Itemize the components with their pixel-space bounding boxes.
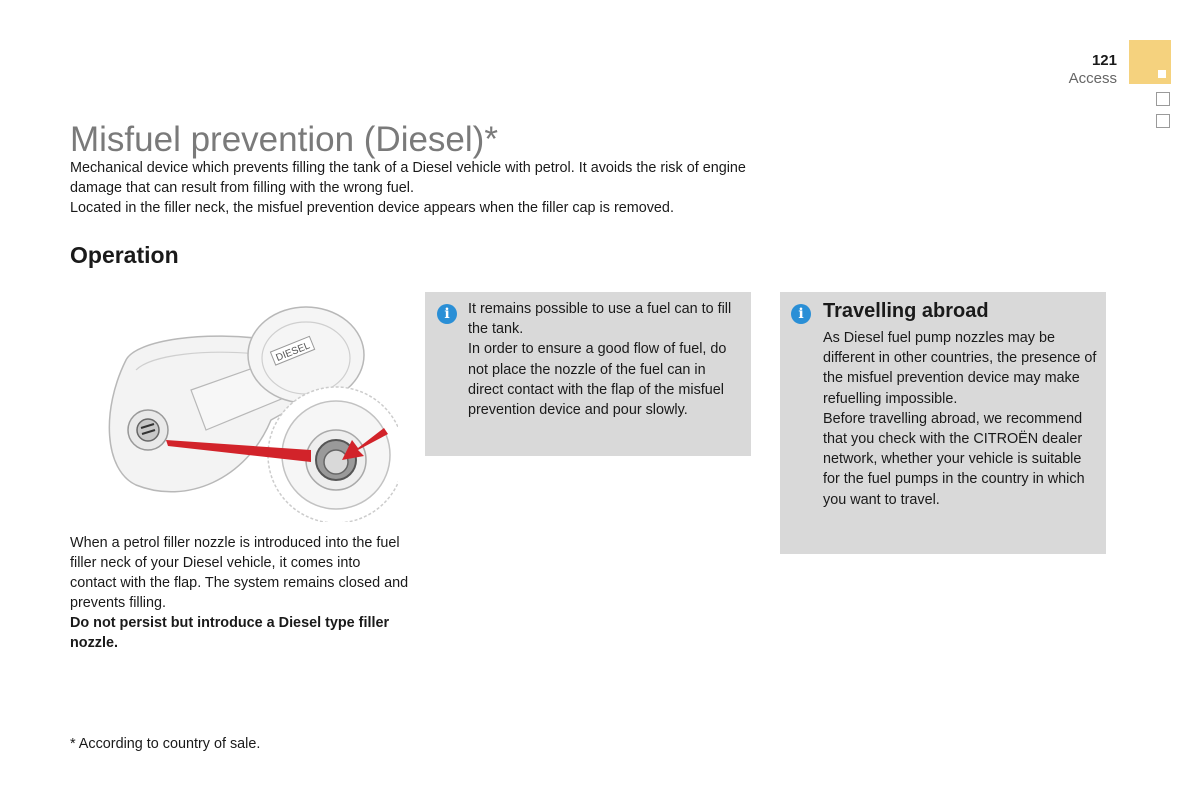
section-tab-marker [1158, 70, 1166, 78]
info-icon: i [791, 304, 811, 324]
info-icon: i [437, 304, 457, 324]
intro-paragraph-1: Mechanical device which prevents filling the tank of a Diesel vehicle with petrol. It avoids the risk of engine damage that can result from filling with the wrong fuel. [70, 160, 746, 196]
intro-text [70, 158, 770, 218]
operation-heading: Operation [70, 242, 179, 268]
fuel-filler-illustration [96, 300, 398, 522]
footnote: * According to country of sale. [70, 736, 261, 752]
note-fuel-can-line-2: In order to ensure a good flow of fuel, do not place the nozzle of the fuel can in direct contact with the flap of the misfuel prevention device and pour slowly. [468, 341, 727, 419]
note-fuel-can-line-1: It remains possible to use a fuel can to fill the tank. [468, 301, 732, 338]
note-fuel-can-text [468, 299, 738, 420]
section-tab-box-1 [1156, 92, 1170, 106]
operation-warning: Do not persist but introduce a Diesel type filler nozzle. [70, 615, 390, 651]
page-title: Misfuel prevention (Diesel)* [70, 120, 498, 159]
note-travelling-line-1: As Diesel fuel pump nozzles may be different in other countries, the presence of the misfuel prevention device may make refuelling impossible. [823, 330, 1097, 407]
page-number: 121 [1091, 52, 1117, 69]
note-travelling-line-2: Before travelling abroad, we recommend that you check with the CITROËN dealer network, whether your vehicle is suitable for the fuel pumps in the country in which you want to travel. [823, 410, 1085, 508]
intro-paragraph-2: Located in the filler neck, the misfuel prevention device appears when the filler cap is removed. [70, 200, 674, 216]
note-travelling-abroad [780, 292, 1106, 554]
section-name: Access [1068, 70, 1117, 87]
section-tab-box-2 [1156, 114, 1170, 128]
note-travelling-heading: Travelling abroad [823, 300, 989, 322]
operation-paragraph: When a petrol filler nozzle is introduced into the fuel filler neck of your Diesel vehicle, it comes into contact with the flap. The system remains closed and prevents filling. [70, 535, 409, 611]
diesel-label: DIESEL [274, 340, 312, 364]
note-fuel-can [425, 292, 751, 456]
note-travelling-text [823, 328, 1098, 510]
operation-text [70, 533, 410, 653]
